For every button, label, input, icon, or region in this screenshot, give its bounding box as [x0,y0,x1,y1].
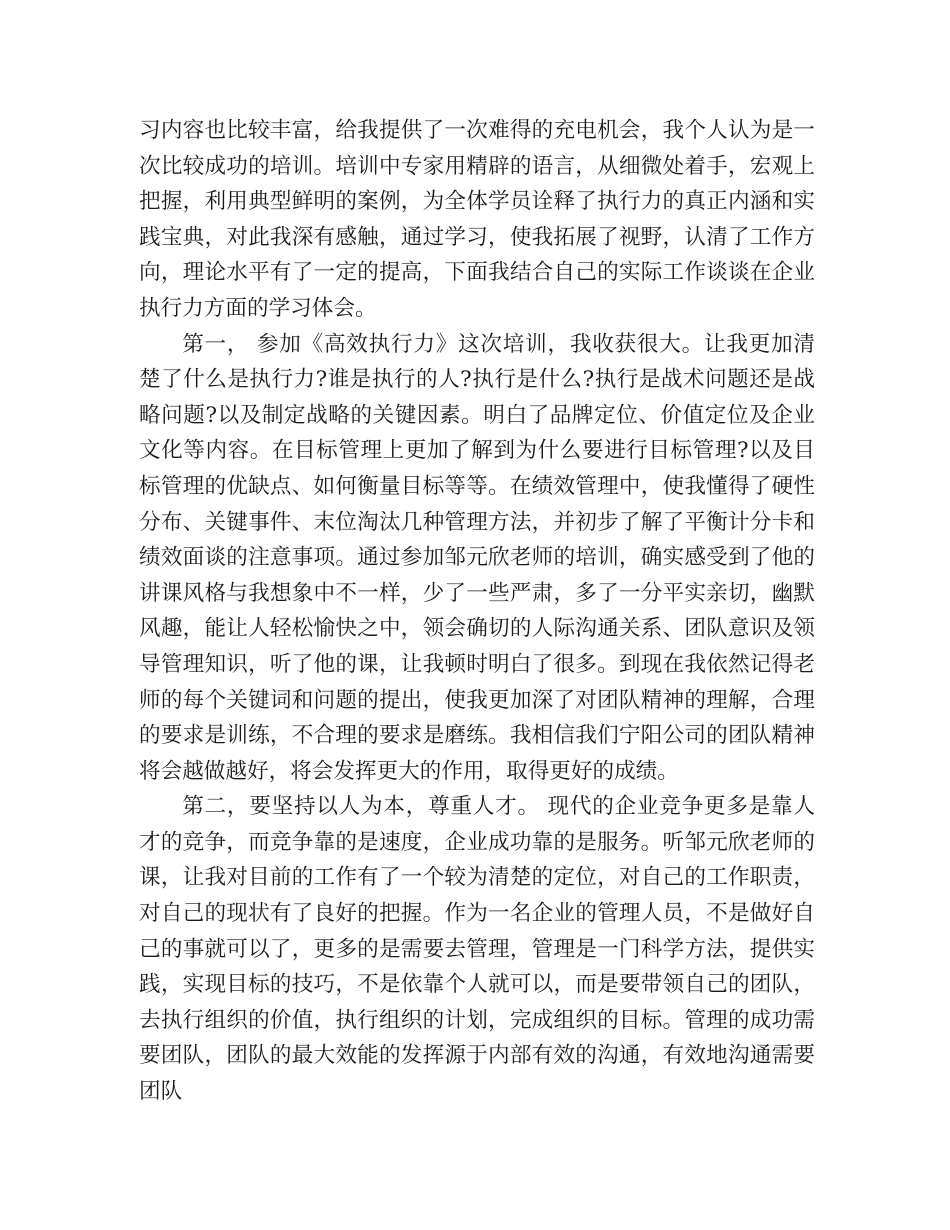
document-body [139,113,815,1110]
paragraph-continuation: 习内容也比较丰富，给我提供了一次难得的充电机会，我个人认为是一次比较成功的培训。培训中专家用精辟的语言，从细微处着手，宏观上把握，利用典型鲜明的案例，为全体学员诠释了执行力的真正内涵和实践宝典，对此我深有感触，通过学习，使我拓展了视野，认清了工作方向，理论水平有了一定的提高，下面我结合自己的实际工作谈谈在企业执行力方面的学习体会。 [139,118,815,321]
paragraph-first-point: 第一， 参加《高效执行力》这次培训，我收获很大。让我更加清楚了什么是执行力?谁是执行的人?执行是什么?执行是战术问题还是战略问题?以及制定战略的关键因素。明白了品牌定位、价值定位及企业文化等内容。在目标管理上更加了解到为什么要进行目标管理?以及目标管理的优缺点、如何衡量目标等等。在绩效管理中，使我懂得了硬性分布、关键事件、末位淘汰几种管理方法，并初步了解了平衡计分卡和绩效面谈的注意事项。通过参加邹元欣老师的培训，确实感受到了他的讲课风格与我想象中不一样，少了一些严肃，多了一分平实亲切，幽默风趣，能让人轻松愉快之中，领会确切的人际沟通关系、团队意识及领导管理知识，听了他的课，让我顿时明白了很多。到现在我依然记得老师的每个关键词和问题的提出，使我更加深了对团队精神的理解，合理的要求是训练，不合理的要求是磨练。我相信我们宁阳公司的团队精神将会越做越好，将会发挥更大的作用，取得更好的成绩。 [139,331,815,784]
paragraph-second-point: 第二，要坚持以人为本，尊重人才。 现代的企业竞争更多是靠人才的竞争，而竞争靠的是速度，企业成功靠的是服务。听邹元欣老师的课，让我对目前的工作有了一个较为清楚的定位，对自己的工作职责，对自己的现状有了良好的把握。作为一名企业的管理人员，不是做好自己的事就可以了，更多的是需要去管理，管理是一门科学方法，提供实践，实现目标的技巧，不是依靠个人就可以，而是要带领自己的团队，去执行组织的价值，执行组织的计划，完成组织的目标。管理的成功需要团队，团队的最大效能的发挥源于内部有效的沟通，有效地沟通需要团队 [139,794,815,1105]
